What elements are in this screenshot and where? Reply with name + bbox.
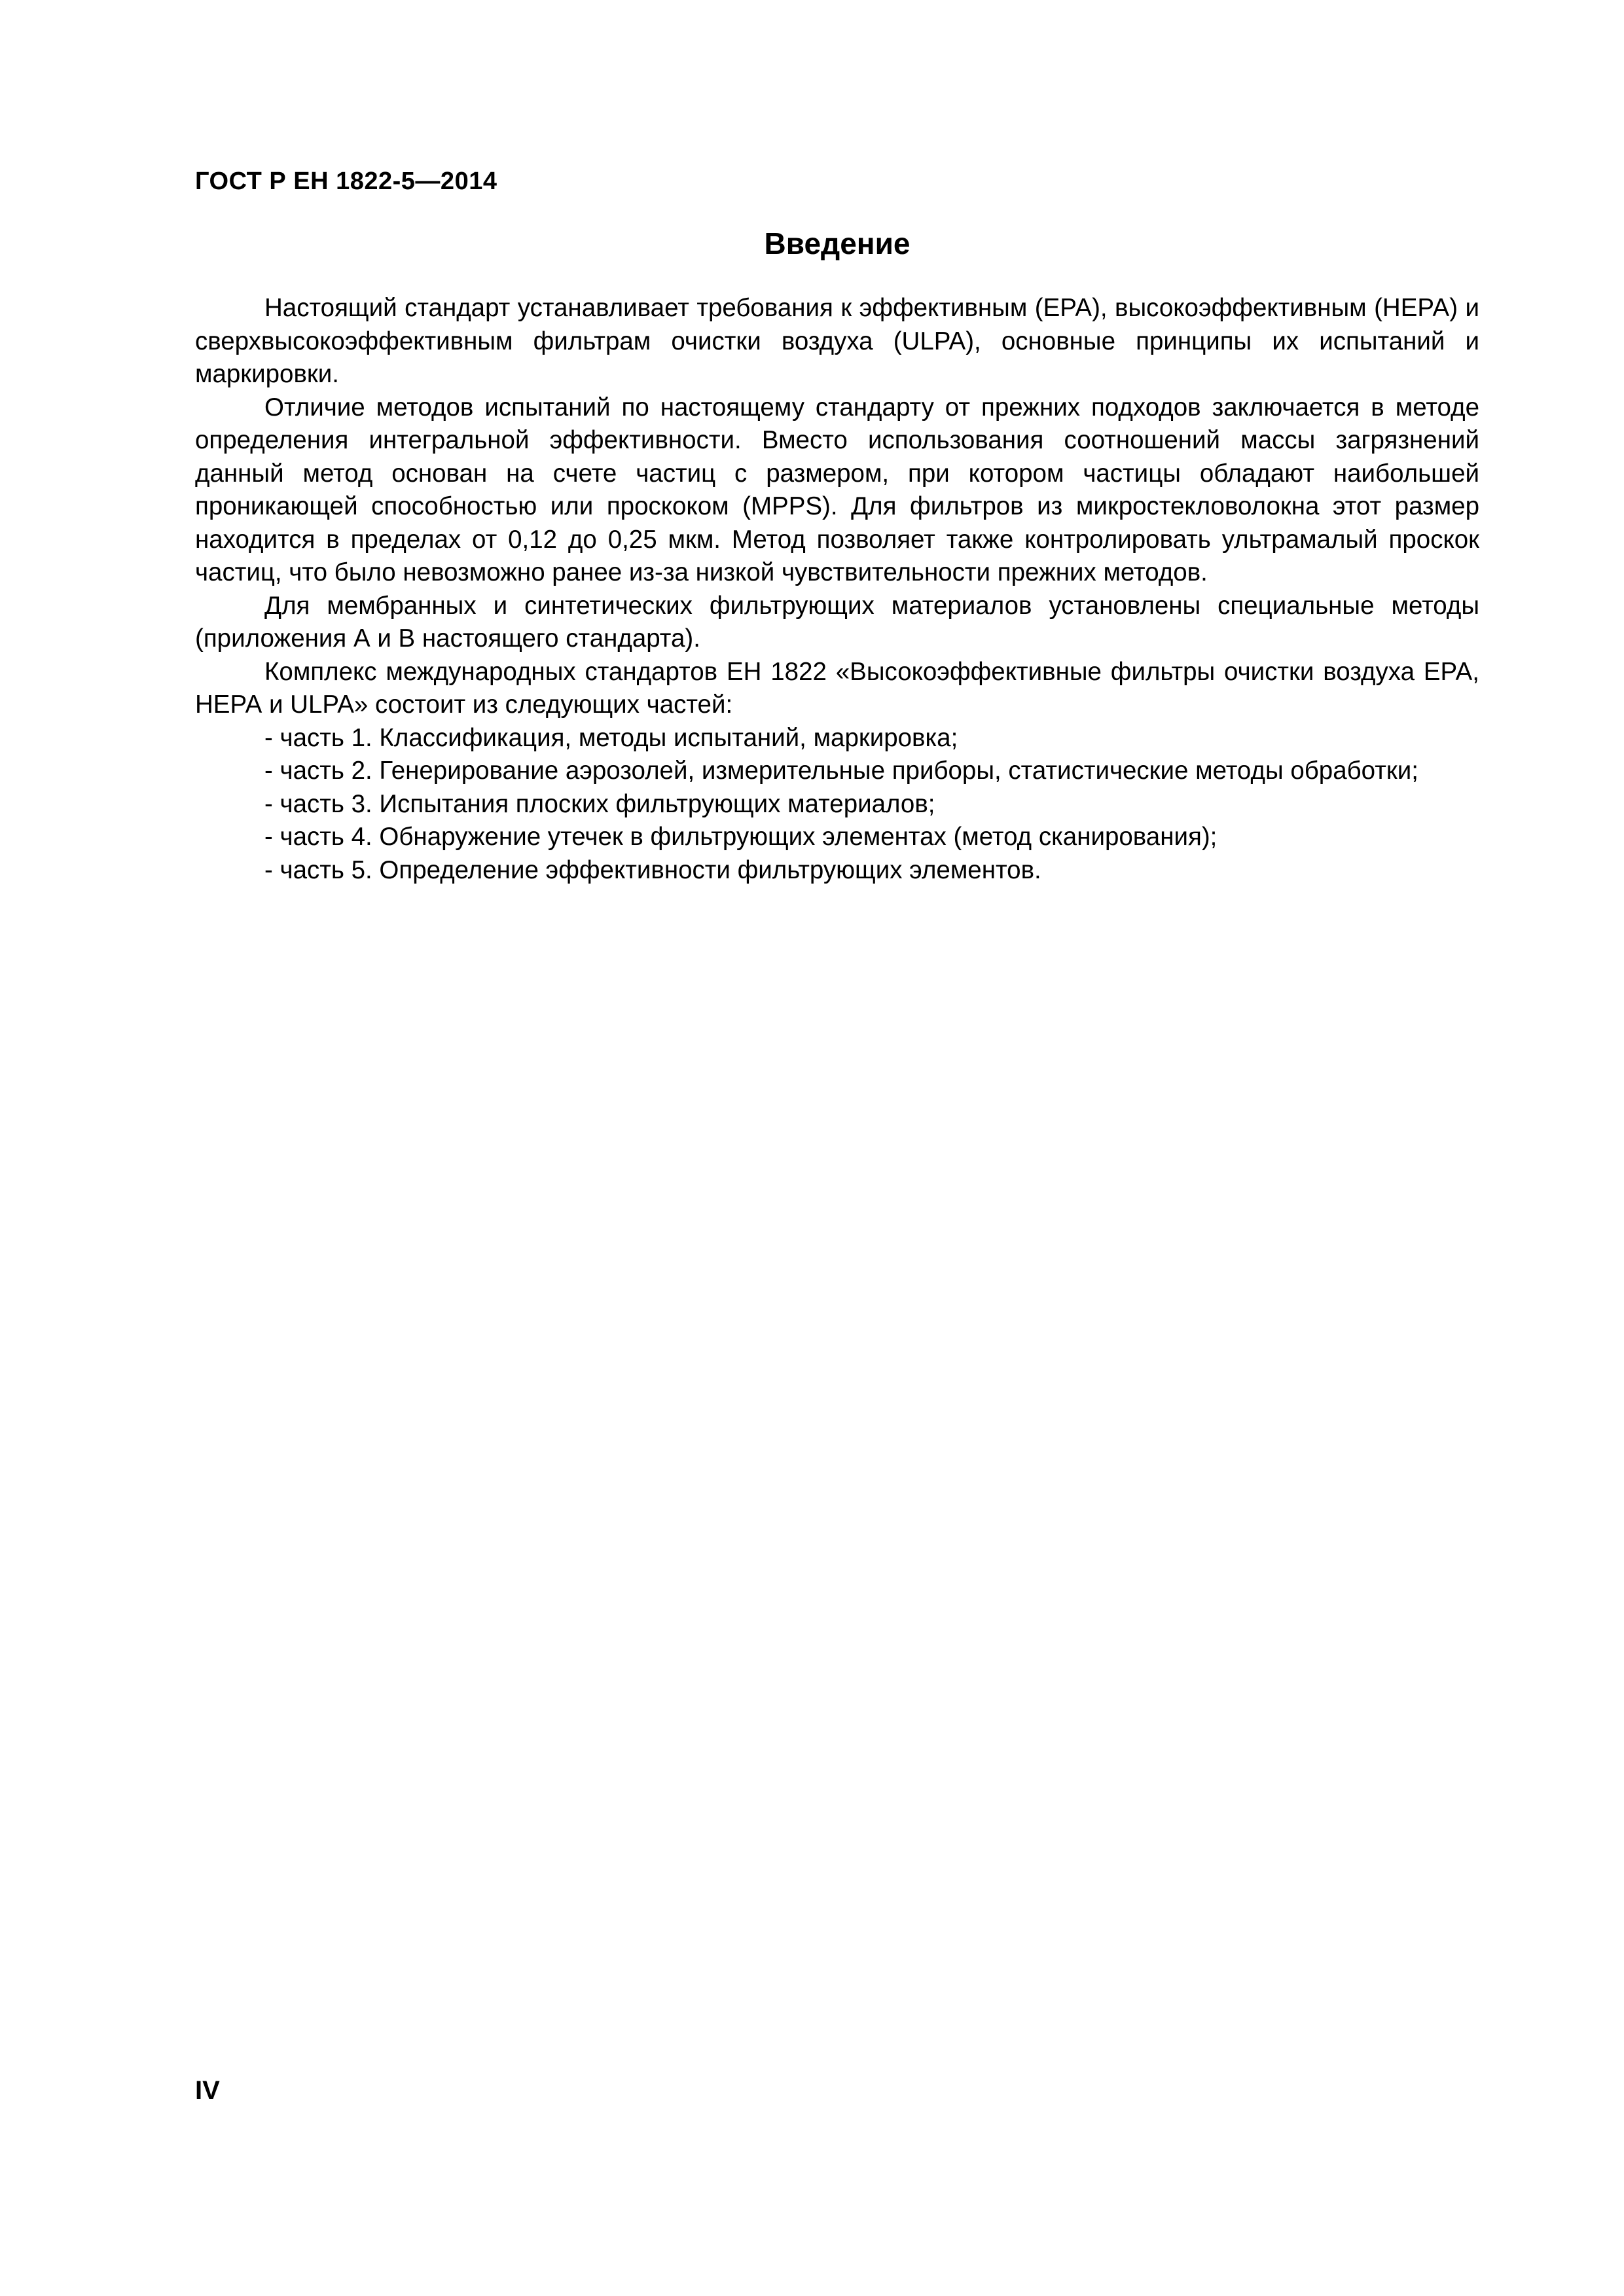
paragraph-membrane-methods: Для мембранных и синтетических фильтрующих материалов установлены специальные методы (приложения А и В настоящего стандарта). — [195, 591, 1479, 653]
paragraph-standards-complex: Комплекс международных стандартов ЕН 1822 «Высокоэффективные фильтры очистки воздуха ЕРА, НЕРА и ULPA» состоит из следующих частей: — [195, 657, 1479, 719]
list-item: - часть 1. Классификация, методы испытаний, маркировка; — [264, 723, 958, 752]
parts-list — [195, 722, 1479, 888]
section-title: Введение — [764, 226, 911, 260]
list-item: - часть 2. Генерирование аэрозолей, измерительные приборы, статистические методы обработки; — [264, 757, 1418, 785]
list-item: - часть 5. Определение эффективности фильтрующих элементов. — [264, 855, 1041, 884]
paragraph-intro: Настоящий стандарт устанавливает требования к эффективным (ЕРА), высокоэффективным (НЕРА) и сверхвысокоэффективным фильтрам очистки воздуха (ULPA), основные принципы их испытаний и маркировки. — [195, 294, 1479, 388]
document-code: ГОСТ Р ЕН 1822-5—2014 — [195, 168, 497, 195]
list-item: - часть 3. Испытания плоских фильтрующих материалов; — [264, 789, 935, 818]
paragraph-methods-difference: Отличие методов испытаний по настоящему стандарту от прежних подходов заключается в методе определения интегральной эффективности. Вместо использования соотношений массы загрязнений данный метод основан на счете частиц с размером, при котором частицы обладают наибольшей проникающей способностью или проскоком (MPPS). Для фильтров из микростекловолокна этот размер находится в пределах от 0,12 до 0,25 мкм. Метод позволяет также контролировать ультрамалый проскок частиц, что было невозможно ранее из-за низкой чувствительности прежних методов. — [195, 393, 1479, 586]
list-item: - часть 4. Обнаружение утечек в фильтрующих элементах (метод сканирования); — [264, 823, 1218, 851]
body-text — [195, 292, 1479, 887]
page-number: IV — [195, 2076, 220, 2105]
